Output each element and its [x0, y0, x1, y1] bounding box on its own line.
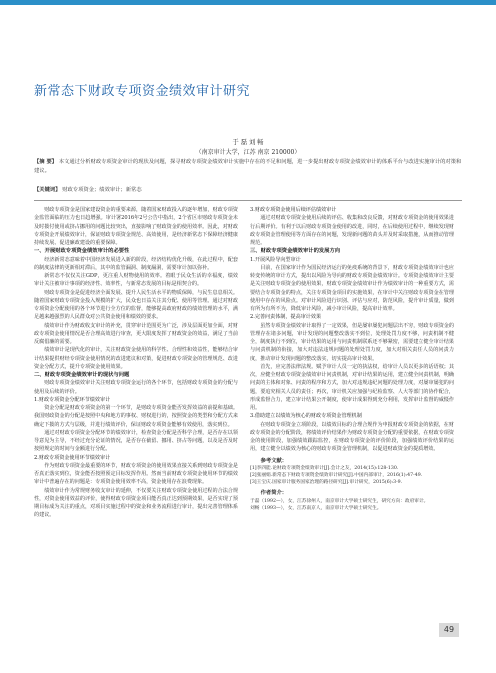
subsection-heading: 1.开展风险导向型审计 [250, 256, 301, 263]
abstract-tag: 【摘 要】 [34, 159, 58, 165]
article-title: 新常态下财政专项资金绩效审计研究 [34, 84, 251, 99]
body-paragraph: 绩效审计是现代化的审计，关注财政资金使用的科学性、合理性和效益性，能够结合审计结果提供财经专项资金使用情况的改进建议和对策，促进财政专项资金的管理规范、改进资金分配方式，提升专项资金使用效果。 [34, 347, 238, 370]
body-paragraph: 目前，在国家审计作为国民经济运行的免疫系统的背景下，财政专项资金绩效审计也应转变传统的审计方式，提出以风险为导向的财政专项资金绩效审计。专项资金绩效审计主要是关注财政专项资金的使用效果，财政专项资金绩效审计作为绩效审计的一种重要方式，需要结合专项资金的特点，关注专项资金项目的实施效果，在审计中关注财政专项资金在管理使用中存在的风险点。对审计风险进行识别、评估与应对，防范风险，提升审计质量，做到有所为有所不为，降低审计风险，减小审计风险，提高审计效率。 [250, 264, 454, 312]
author-info-item: 刘畅（1993—），女，江苏南京人，南京审计大学硕士研究生。 [250, 505, 382, 511]
keywords-text: 财政专项资金；绩效审计；新常态 [62, 187, 142, 193]
body-paragraph: 绩效审计作为财政收支审计的补充，贯穿审计范围更为广泛，涉及层面更加全面，对财政专项资金使用情况是否合理高效进行审查，更大限度发挥了财政资金的效益，满足了当前反腐倡廉的需要。 [34, 322, 238, 345]
right-column [250, 206, 454, 666]
page-number: 49 [439, 623, 459, 637]
author-info-title: 作者简介： [260, 490, 288, 497]
keywords-tag: 【关键词】 [34, 187, 61, 193]
body-paragraph: 虽然专项资金绩效审计取得了一定效果，但是屡审屡犯问题层出不穷，财政专项资金的管理存在诸多问题，审计发现的问题整改落实不到位，处理处罚力度不够，问责机制不健全，制度执行不到位，审计结果的运用与问责机制联系还不够紧密，需要建立健全审计结果与问责机制的衔接，加大对违法违规问题的处理处罚力度，加大对相关责任人员的问责力度，推动审计发现问题的整改落实，切实提高审计效果。 [250, 322, 454, 362]
subsection-heading: 2.财政专项资金使用环节绩效审计 [34, 454, 111, 461]
article-author: 于 磊 刘 畅 [232, 139, 264, 146]
subsection-heading: 3.借助建立以绩效为核心的财政专项资金管理机制 [250, 413, 362, 420]
body-paragraph: 财政专项资金绩效审计关注财政专项资金运行的各个环节，包括财政专项资金的分配与使用及后续的评价。 [34, 380, 238, 395]
body-paragraph: 在财政专项资金立项阶段，以绩效目标的合理合规作为申报财政专项资金的依据，在财政专项资金的分配阶段，将绩效评价结果作为财政专项资金分配的重要依据，在财政专项资金的使用阶段，加强绩效跟踪监控，在财政专项资金的评价阶段，加强绩效评价结果的运用，建立健全以绩效为核心的财政专项资金管理机制，以促进财政资金的提质增效。 [250, 421, 454, 453]
body-paragraph: 绩效审计作为常规财务收支审计的延伸，不仅要关注财政专项资金使用过程的合法合规性，对资金使用效益的评价，使得财政专项资金项目能否真正达到预期效果，是否实现了预期目标成为关注的重点，对项目实施过程中的资金和业务流程进行审计，提出完善管理体系的建议。 [34, 487, 238, 519]
subsection-heading: 3.财政专项资金使用后续评估绩效审计 [250, 207, 337, 213]
abstract [34, 158, 462, 175]
body-paragraph: 通过对财政专项资金分配环节的绩效审计，检查资金分配是否科学合理，是否存在以领导意见为主导，不经过充分论证的情况，是否存在截留、挪用、挤占等问题，以及是否及时按照规定的时间与金额进行分配。 [34, 429, 238, 453]
body-paragraph: 首先，应完善法律法规。赋予审计人员一定的执法权，给审计人员以更多的话语权；其次，应健全财政专项资金绩效审计问责机制，对审计结果的运用，建立健全问责机制，明确问责的主体和对象、问责的程序和方式，加大对违规违纪问题的处理力度，对屡审屡犯的问题，要追究相关人员的责任；再次，审计机关应加强与纪检监察、人大等部门的协作配合，形成监督合力，建立审计结果公开制度，使审计成果得到充分利用，发挥审计监督的威慑作用。 [250, 363, 454, 411]
reference-item: [1]李四能.论财政专项资金绩效审计[J].会计之友，2014(15):128-130. [250, 465, 399, 471]
section-heading: 三、财政专项资金绩效审计的发展方向 [250, 248, 341, 255]
reference-item: [3]王宝庆.国家审计服务国家治理的路径研究[J].审计研究，2015(6):3-9. [250, 480, 403, 486]
section-heading: 二、财政专项资金绩效审计的现状与问题 [34, 372, 130, 378]
header-accent-line [0, 0, 496, 5]
body-paragraph: 经济新常态意味着中国经济发展进入新的阶段，经济结构优化升级，在此过程中，配套的制度法律的更新相对滞后，其中的监管漏洞、制度漏洞，需要审计加以弥补。 [34, 256, 238, 271]
subsection-heading: 2.完善问责体制，提高审计效果 [250, 314, 322, 321]
author-info-item: 于磊（1992—），女，江苏徐州人，南京审计大学硕士研究生，研究方向：政府审计。 [250, 498, 429, 504]
body-paragraph: 新常态不仅仅关注GDP，更注重人财物使用的效率。着眼于民众生活的幸福度，绩效审计关注被审计事项的经济性、效率性，与新常态发展的目标是相契合的。 [34, 273, 238, 288]
section-heading: 一、开展财政专项资金绩效审计的必要性 [34, 248, 130, 255]
body-paragraph: 资金分配是财政专项资金的第一个环节，是财政专项资金能否发挥效益的前提和基础。我国财政资金的分配是按照中央和地方的事权、财权进行的，按照资金的类型和分配方式来确定下拨的方式与层级，并进行绩效评价，保证财政专项资金能够有效使用，落实到位。 [34, 405, 238, 428]
section-divider [34, 200, 462, 201]
subsection-heading: 1.财政专项资金分配环节绩效审计 [34, 396, 111, 403]
keywords [34, 185, 462, 193]
body-paragraph: 财政专项资金是国家建设资金的重要来源，随着国家财政投入的逐年增加，财政专项资金监管面临的压力也日趋增强。审计署2016年2号公告中指出，2个省区市财政专项资金未及时拨付使用或挤占挪用的问题比较突出，直接影响了财政资金的使用效率。因此，对财政专项资金开展绩效审计，保证财政专项资金规范、高效使用，是经济新常态下保障经济健康持续发展、促进廉政建设的重要保障。 [34, 207, 238, 246]
left-column [34, 206, 238, 666]
author-affiliation: （南京审计大学，江苏 南京 210000） [195, 149, 301, 156]
references-title: 参考文献： [260, 457, 288, 464]
abstract-text: 本文通过分析财政专项资金审计的现状及问题，探寻财政专项资金绩效审计实施中存在的不足和问题，进一步提出财政专项资金绩效审计的体系平台与改进实施审计的对策和建议。 [34, 159, 462, 174]
body-paragraph: 作为财政专项资金最重要的环节，财政专项资金的使用效果直接关系到财政专项资金是否真正落实到位，资金能否按照预定目标发挥作用。然而当前财政专项资金使用环节的绩效审计中普遍存在的问题是：专项资金使用效率不高，资金使用存在浪费现象。 [34, 462, 238, 486]
body-paragraph: 财政专项资金是促进经济全面发展、提升人民生活水平的物质保障，与民生息息相关。随着国家财政专项资金投入规模的扩大，民众也日益关注其分配、使用等管理。通过对财政专项资金分配使用的各个环节进行全方位的监督，能够提高政府财政的绩效管理的水平，满足越来越强烈的人民群众对公共资金使用和绩效的要求。 [34, 289, 238, 321]
reference-item: [2]张丽娟.新常态下财政专项资金绩效审计研究[J].中国内部审计，2016(1):47-49. [250, 472, 423, 478]
body-paragraph: 通过对财政专项资金使用后续的评估、收集和改良反馈，对财政专项资金的使用效果进行后期评价。有利于以后财政专项资金使用的改进，同时，在后续使用过程中，继续发现财政专项资金管理使用等方面存在的问题，发现新问题的苗头并及时采取措施，从而推动管理规范。 [250, 215, 454, 246]
